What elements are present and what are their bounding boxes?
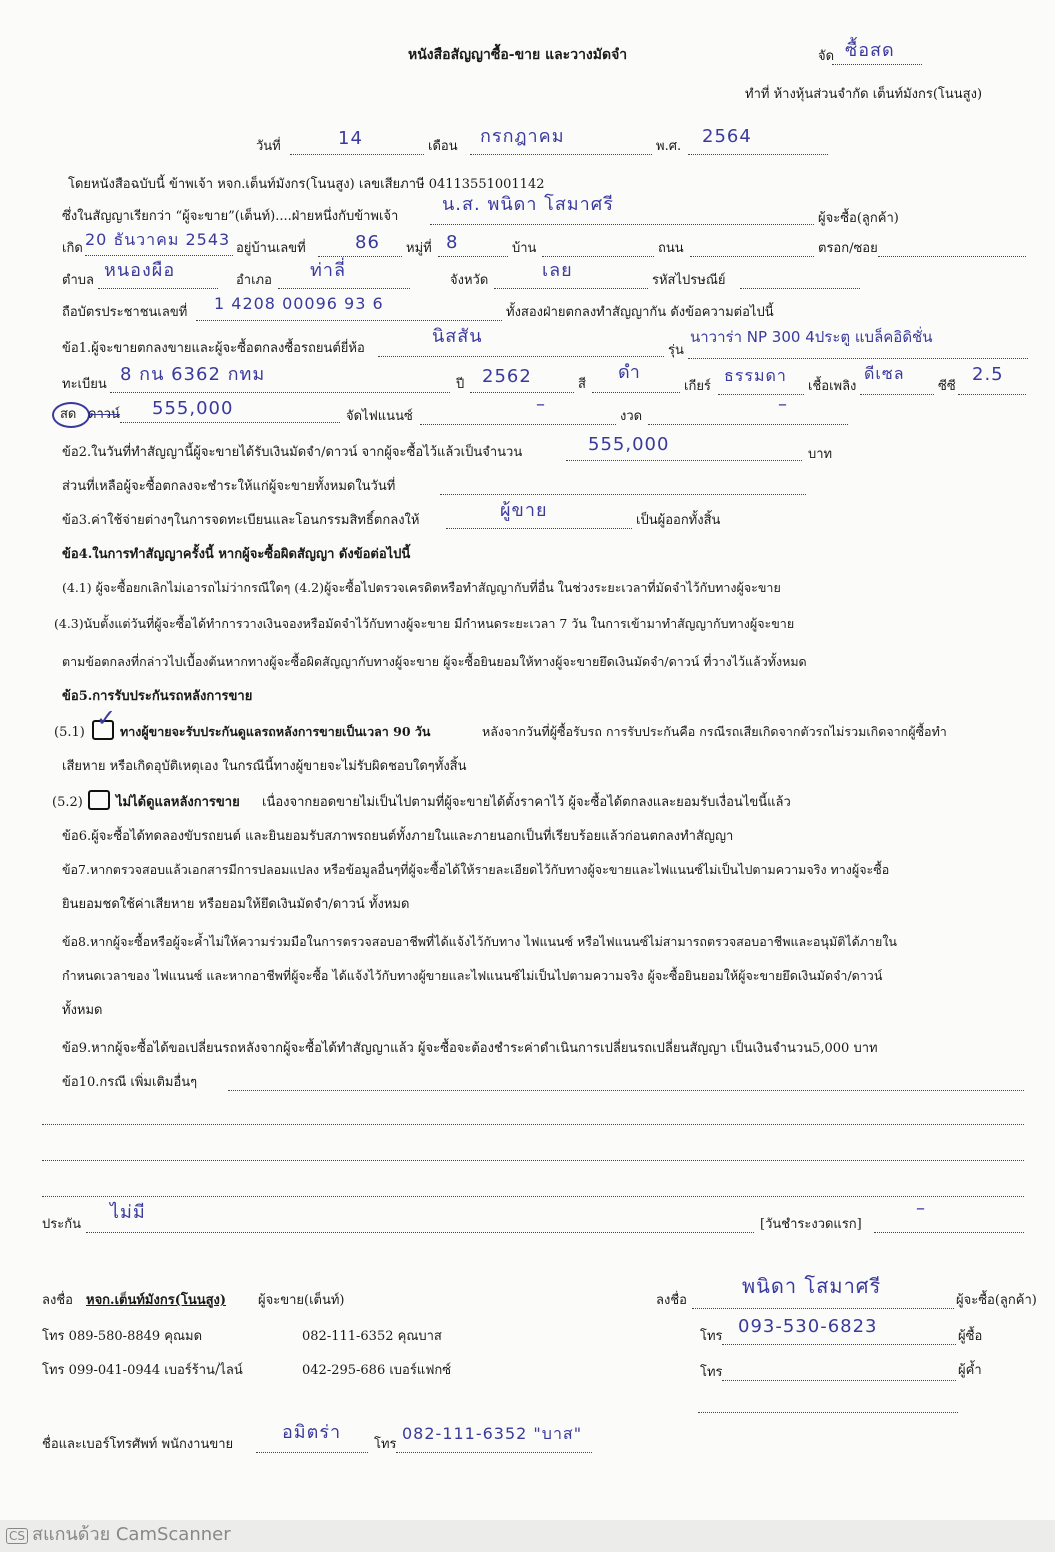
- month-value: กรกฎาคม: [480, 126, 565, 147]
- down-label: ดาวน์: [88, 407, 120, 422]
- clause5-1-line2: เสียหาย หรือเกิดอุบัติเหตุเอง ในกรณีนี้ทางผู้ขายจะไม่รับผิดชอบใดๆทั้งสิ้น: [62, 759, 467, 774]
- clause5-2-num: (5.2): [52, 795, 83, 810]
- seller-sign-prefix: ลงชื่อ: [42, 1293, 73, 1308]
- first-installment-label: [วันชำระงวดแรก]: [760, 1217, 862, 1232]
- tambon-label: ตำบล: [62, 273, 94, 288]
- staff-label: ชื่อและเบอร์โทรศัพท์ พนักงานขาย: [42, 1437, 234, 1452]
- camscanner-text: สแกนด้วย CamScanner: [32, 1524, 231, 1545]
- seller-phone-1: โทร 089-580-8849 คุณมด: [42, 1329, 203, 1344]
- clause5-1-bold: ทางผู้ขายจะรับประกันดูแลรถหลังการขายเป็นเวลา 90 วัน: [120, 724, 431, 739]
- jad-label: จัด: [818, 49, 835, 64]
- moo-label: หมู่ที่: [406, 241, 432, 256]
- staff-tel-value: 082-111-6352 "บาส": [402, 1424, 583, 1443]
- day-label: วันที่: [256, 139, 281, 154]
- house-line: [318, 256, 402, 257]
- finance-line: [420, 424, 616, 425]
- camscanner-logo: CS: [6, 1528, 28, 1544]
- buyer-signature: พนิดา โสมาศรี: [742, 1274, 882, 1298]
- finance-label: จัดไฟแนนซ์: [346, 409, 413, 424]
- clause5-1-num: (5.1): [54, 725, 85, 740]
- guarantor-tel-label: โทร: [700, 1365, 723, 1380]
- reg-value: 8 กน 6362 กทม: [120, 364, 266, 385]
- province-value: เลย: [542, 260, 573, 281]
- gear-line: [718, 394, 804, 395]
- clause1-label: ข้อ1.ผู้จะขายตกลงขายและผู้จะซื้อตกลงซื้อรถยนต์ยี่ห้อ: [62, 341, 365, 356]
- clause4-3a: (4.3)นับตั้งแต่วันที่ผู้จะซื้อได้ทำการวางเงินจองหรือมัดจำไว้กับทางผู้จะขาย มีกำหนดระยะเวลา 7 วัน ในการเข้ามาทำสัญญากับทางผู้จะขาย: [54, 616, 795, 631]
- buyer-tel-line: [722, 1344, 956, 1345]
- clause3-value: ผู้ขาย: [500, 500, 548, 521]
- cash-label: สด: [60, 407, 77, 422]
- finance-value: –: [536, 394, 546, 415]
- clause2-rest-line: [440, 494, 806, 495]
- jad-line: [832, 64, 922, 65]
- day-value: 14: [338, 128, 363, 149]
- extra-line-1: [42, 1124, 1024, 1125]
- fuel-label: เชื้อเพลิง: [808, 379, 857, 394]
- intro-text: โดยหนังสือฉบับนี้ ข้าพเจ้า หจก.เต็นท์มังกร(โนนสูง) เลขเสียภาษี 04113551001142: [68, 177, 545, 192]
- province-label: จังหวัด: [450, 273, 489, 288]
- day-line: [290, 154, 424, 155]
- buyer-sign-prefix: ลงชื่อ: [656, 1293, 687, 1308]
- soi-label: ตรอก/ซอย: [818, 241, 878, 256]
- buyer-tel-value: 093-530-6823: [738, 1316, 878, 1337]
- buyer-tel-suffix: ผู้ซื้อ: [958, 1329, 983, 1344]
- brand-line: [378, 356, 664, 357]
- tambon-line: [98, 288, 218, 289]
- year-label: พ.ศ.: [656, 139, 682, 154]
- reg-line: [110, 392, 450, 393]
- price-value: 555,000: [152, 398, 234, 419]
- buyer-suffix: ผู้จะซื้อ(ลูกค้า): [818, 211, 899, 226]
- cc-line: [958, 394, 1026, 395]
- clause2-rest: ส่วนที่เหลือผู้จะซื้อตกลงจะชำระให้แก่ผู้จะขายทั้งหมดในวันที่: [62, 479, 396, 494]
- buyer-name-line: [430, 224, 814, 225]
- extra-line-3: [42, 1196, 1024, 1197]
- year-line: [688, 154, 828, 155]
- installment-value: –: [778, 394, 788, 415]
- place-text: ทำที่ ห้างหุ้นส่วนจำกัด เต็นท์มังกร(โนนสูง): [745, 87, 983, 102]
- id-line: [196, 320, 502, 321]
- fuel-line: [860, 394, 934, 395]
- gear-value: ธรรมดา: [724, 366, 787, 385]
- id-label: ถือบัตรประชาชนเลขที่: [62, 305, 188, 320]
- clause10: ข้อ10.กรณี เพิ่มเติมอื่นๆ: [62, 1075, 198, 1090]
- model-value: นาวาร่า NP 300 4ประตู แบล็คอิดิชั่น: [690, 328, 933, 346]
- warranty-line: [86, 1232, 754, 1233]
- color-line: [592, 392, 680, 393]
- buyer-tel-label: โทร: [700, 1329, 723, 1344]
- amphoe-label: อำเภอ: [236, 273, 272, 288]
- year-v-value: 2562: [482, 366, 532, 387]
- province-line: [494, 288, 648, 289]
- clause5-2-bold: ไม่ได้ดูแลหลังการขาย: [116, 795, 240, 810]
- buyer-prefix: ซึ่งในสัญญาเรียกว่า “ผู้จะขาย”(เต็นท์)....ฝ่ายหนึ่งกับข้าพเจ้า: [62, 209, 399, 224]
- id-suffix: ทั้งสองฝ่ายตกลงทำสัญญากัน ดังข้อความต่อไปนี้: [506, 305, 774, 320]
- fuel-value: ดีเซล: [864, 364, 905, 383]
- year-v-label: ปี: [456, 377, 465, 392]
- clause2-label: ข้อ2.ในวันที่ทำสัญญานี้ผู้จะขายได้รับเงินมัดจำ/ดาวน์ จากผู้จะซื้อไว้แล้วเป็นจำนวน: [62, 445, 523, 460]
- house-value: 86: [355, 232, 380, 253]
- month-label: เดือน: [428, 139, 458, 154]
- ban-label: บ้าน: [512, 241, 537, 256]
- soi-line: [878, 256, 1026, 257]
- model-label: รุ่น: [668, 343, 684, 358]
- amphoe-line: [278, 288, 410, 289]
- reg-label: ทะเบียน: [62, 377, 107, 392]
- buyer-name: น.ส. พนิดา โสมาศรี: [442, 194, 614, 215]
- cc-label: ซีซี: [938, 379, 956, 394]
- staff-tel-label: โทร: [374, 1437, 397, 1452]
- staff-name: อมิตร่า: [282, 1422, 342, 1443]
- born-value: 20 ธันวาคม 2543: [85, 230, 231, 249]
- buyer-sign-line: [692, 1308, 954, 1309]
- clause4-title: ข้อ4.ในการทำสัญญาครั้งนี้ หากผู้จะซื้อผิดสัญญา ดังข้อต่อไปนี้: [62, 547, 411, 562]
- id-value: 1 4208 00096 93 6: [214, 294, 384, 313]
- clause5-1-checkmark: ✓: [96, 704, 118, 732]
- road-label: ถนน: [658, 241, 684, 256]
- buyer-sign-suffix: ผู้จะซื้อ(ลูกค้า): [956, 1293, 1037, 1308]
- first-installment-line: [874, 1232, 1024, 1233]
- clause5-2-checkbox[interactable]: [88, 790, 110, 810]
- gear-label: เกียร์: [684, 379, 711, 394]
- seller-sign-suffix: ผู้จะขาย(เต็นท์): [258, 1293, 345, 1308]
- seller-sign-name: หจก.เต็นท์มังกร(โนนสูง): [86, 1293, 227, 1308]
- moo-value: 8: [446, 232, 459, 253]
- born-label: เกิด: [62, 241, 83, 256]
- clause7a: ข้อ7.หากตรวจสอบแล้วเอกสารมีการปลอมแปลง หรือข้อมูลอื่นๆที่ผู้จะซื้อได้ให้รายละเอียดไว้กับทางผู้จะขายและไฟแนนซ์ไม่เป็นไปตามความจริง ทางผู้จะซื้อ: [62, 862, 890, 877]
- clause4-3b: ตามข้อตกลงที่กล่าวไปเบื้องต้นหากทางผู้จะซื้อผิดสัญญากับทางผู้จะขาย ผู้จะซื้อยินยอมให้ทางผู้จะขายยึดเงินมัดจำ/ดาวน์ ที่วางไว้แล้วทั้งหมด: [62, 654, 807, 669]
- color-label: สี: [578, 377, 586, 392]
- staff-tel-line: [396, 1452, 592, 1453]
- extra-line-2: [42, 1160, 1024, 1161]
- installment-line: [648, 424, 848, 425]
- house-label: อยู่บ้านเลขที่: [236, 241, 306, 256]
- moo-line: [438, 256, 508, 257]
- clause8b: กำหนดเวลาของ ไฟแนนซ์ และหากอาชีพที่ผู้จะซื้อ ได้แจ้งไว้กับทางผู้ขายและไฟแนนซ์ไม่เป็นไปตามความจริง ผู้จะซื้อยินยอมให้ผู้จะขายยึดเงินมัดจำ/ดาวน์: [62, 968, 883, 983]
- year-value: 2564: [702, 126, 752, 147]
- month-line: [470, 154, 652, 155]
- brand-value: นิสสัน: [432, 326, 483, 347]
- cc-value: 2.5: [972, 364, 1004, 385]
- clause3-suffix: เป็นผู้ออกทั้งสิ้น: [636, 513, 721, 528]
- model-line: [688, 358, 1028, 359]
- clause10-line: [228, 1090, 1024, 1091]
- clause3-line: [446, 528, 632, 529]
- clause7b: ยินยอมชดใช้ค่าเสียหาย หรือยอมให้ยึดเงินมัดจำ/ดาวน์ ทั้งหมด: [62, 897, 410, 912]
- seller-phone-3: โทร 099-041-0944 เบอร์ร้าน/ไลน์: [42, 1363, 243, 1378]
- clause3-label: ข้อ3.ค่าใช้จ่ายต่างๆในการจดทะเบียนและโอนกรรมสิทธิ์ตกลงให้: [62, 513, 420, 528]
- clause4-1: (4.1) ผู้จะซื้อยกเลิกไม่เอารถไม่ว่ากรณีใดๆ (4.2)ผู้จะซื้อไปตรวจเครดิตหรือทำสัญญากับที่อื่น ในช่วงระยะเวลาที่มัดจำไว้กับทางผู้จะขาย: [62, 580, 781, 595]
- clause2-unit: บาท: [808, 447, 833, 462]
- clause5-title: ข้อ5.การรับประกันรถหลังการขาย: [62, 689, 253, 704]
- guarantor-tel-line: [722, 1380, 956, 1381]
- document-title: หนังสือสัญญาซื้อ-ขาย และวางมัดจำ: [408, 47, 628, 63]
- price-line: [120, 422, 340, 423]
- clause6: ข้อ6.ผู้จะซื้อได้ทดลองขับรถยนต์ และยินยอมรับสภาพรถยนต์ทั้งภายในและภายนอกเป็นที่เรียบร้อยแล้วก่อนตกลงทำสัญญา: [62, 829, 734, 844]
- born-line: [85, 255, 233, 256]
- color-value: ดำ: [618, 362, 641, 383]
- clause5-1-rest: หลังจากวันที่ผู้ซื้อรับรถ การรับประกันคือ กรณีรถเสียเกิดจากตัวรถไม่รวมเกิดจากผู้ซื้อทำ: [482, 724, 947, 739]
- ban-line: [542, 256, 654, 257]
- clause8c: ทั้งหมด: [62, 1003, 103, 1018]
- staff-name-line: [256, 1452, 368, 1453]
- clause2-value: 555,000: [588, 434, 670, 455]
- clause2-line: [566, 460, 802, 461]
- amphoe-value: ท่าลี่: [310, 260, 347, 281]
- clause9: ข้อ9.หากผู้จะซื้อได้ขอเปลี่ยนรถหลังจากผู้จะซื้อได้ทำสัญญาแล้ว ผู้จะซื้อจะต้องชำระค่าดำเนินการเปลี่ยนรถเปลี่ยนสัญญา เป็นเงินจำนวน5,000 บาท: [62, 1041, 878, 1056]
- guarantor-tel-suffix: ผู้ค้ำ: [958, 1363, 982, 1378]
- tambon-value: หนองผือ: [104, 260, 176, 281]
- postal-label: รหัสไปรษณีย์: [652, 273, 726, 288]
- installment-label: งวด: [620, 409, 643, 424]
- year-v-line: [470, 392, 574, 393]
- seller-phone-4: 042-295-686 เบอร์แฟกซ์: [302, 1363, 452, 1378]
- clause5-2-rest: เนื่องจากยอดขายไม่เป็นไปตามที่ผู้จะขายได้ตั้งราคาไว้ ผู้จะซื้อได้ตกลงและยอมรับเงื่อนไขนี้แล้ว: [262, 795, 791, 810]
- first-installment-value: –: [916, 1198, 926, 1219]
- jad-value: ซื้อสด: [845, 40, 895, 61]
- seller-phone-2: 082-111-6352 คุณบาส: [302, 1329, 442, 1344]
- warranty-label: ประกัน: [42, 1217, 81, 1232]
- warranty-value: ไม่มี: [110, 1202, 146, 1223]
- clause8a: ข้อ8.หากผู้จะซื้อหรือผู้จะค้ำไม่ให้ความร่วมมือในการตรวจสอบอาชีพที่ได้แจ้งไว้กับทาง ไฟแนนซ์ หรือไฟแนนซ์ไม่สามารถตรวจสอบอาชีพและอนุมัติได้ภายใน: [62, 934, 897, 949]
- postal-line: [740, 288, 860, 289]
- extra-sign-line: [698, 1412, 958, 1413]
- road-line: [690, 256, 814, 257]
- scanner-footer: [0, 1520, 1055, 1552]
